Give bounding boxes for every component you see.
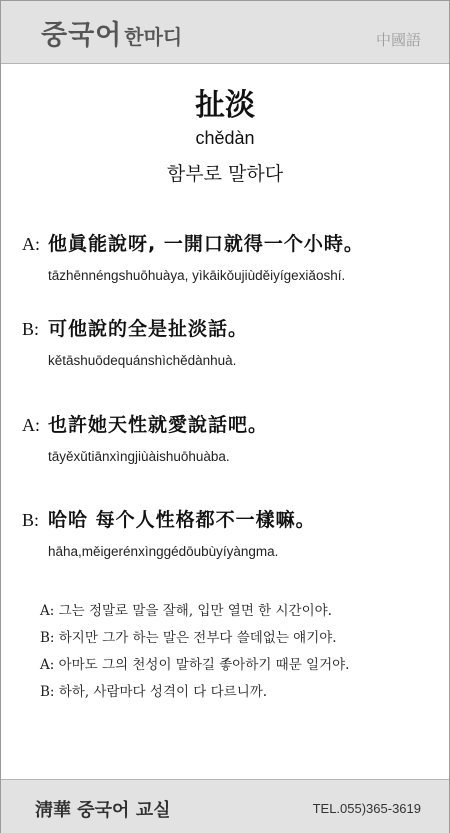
subject-label: 中國語 <box>375 31 421 49</box>
footer-bar <box>1 779 449 833</box>
dialogue-pinyin: kětāshuōdequánshìchědànhuà. <box>48 353 237 368</box>
dialogue-pinyin: tāyěxǔtiānxìngjiùàishuōhuàba. <box>48 449 230 464</box>
translation-block <box>40 598 420 706</box>
school-name: 淸華 중국어 교실 <box>35 800 171 821</box>
lesson-hanzi: 扯淡 <box>195 88 255 123</box>
dialogue-line <box>22 505 432 559</box>
phone-number: TEL.055)365-3619 <box>312 801 421 816</box>
translation-line: B: 하지만 그가 하는 말은 전부다 쓸데없는 얘기야. <box>40 630 337 646</box>
dialogue-pinyin: tāzhēnnéngshuōhuàya, yìkāikǒujiùděiyígexiǎoshí. <box>48 268 346 283</box>
dialogue-pinyin: hāha,měigerénxìnggédōubùyíyàngma. <box>48 544 279 559</box>
dialogue-line <box>22 229 432 283</box>
dialogue-hanzi: 可他說的全是扯淡話。 <box>48 318 249 340</box>
brand-logo <box>41 13 182 52</box>
dialogue-hanzi: 他眞能說呀, 一開口就得一个小時。 <box>48 233 364 255</box>
translation-line: B: 하하, 사람마다 성격이 다 다르니까. <box>40 684 268 700</box>
brand-main-text: 중국어 <box>41 20 123 51</box>
brand-sub-text: 한마디 <box>124 25 183 49</box>
dialogue-line <box>22 314 432 368</box>
lesson-heading <box>0 80 450 186</box>
translation-line: A: 그는 정말로 말을 잘해, 입만 열면 한 시간이야. <box>40 603 332 619</box>
translation-line: A: 아마도 그의 천성이 말하길 좋아하기 때문 일거야. <box>40 657 350 673</box>
lesson-meaning: 함부로 말하다 <box>166 163 284 185</box>
speaker-label: B: <box>22 319 40 339</box>
dialogue-hanzi: 也許她天性就愛說話吧。 <box>48 414 269 436</box>
speaker-label: A: <box>22 234 40 254</box>
lesson-pinyin: chědàn <box>195 128 255 148</box>
speaker-label: B: <box>22 510 40 530</box>
header-bar <box>1 1 449 64</box>
dialogue-hanzi: 哈哈 每个人性格都不一樣嘛。 <box>48 509 316 531</box>
speaker-label: A: <box>22 415 40 435</box>
dialogue-line <box>22 410 432 464</box>
